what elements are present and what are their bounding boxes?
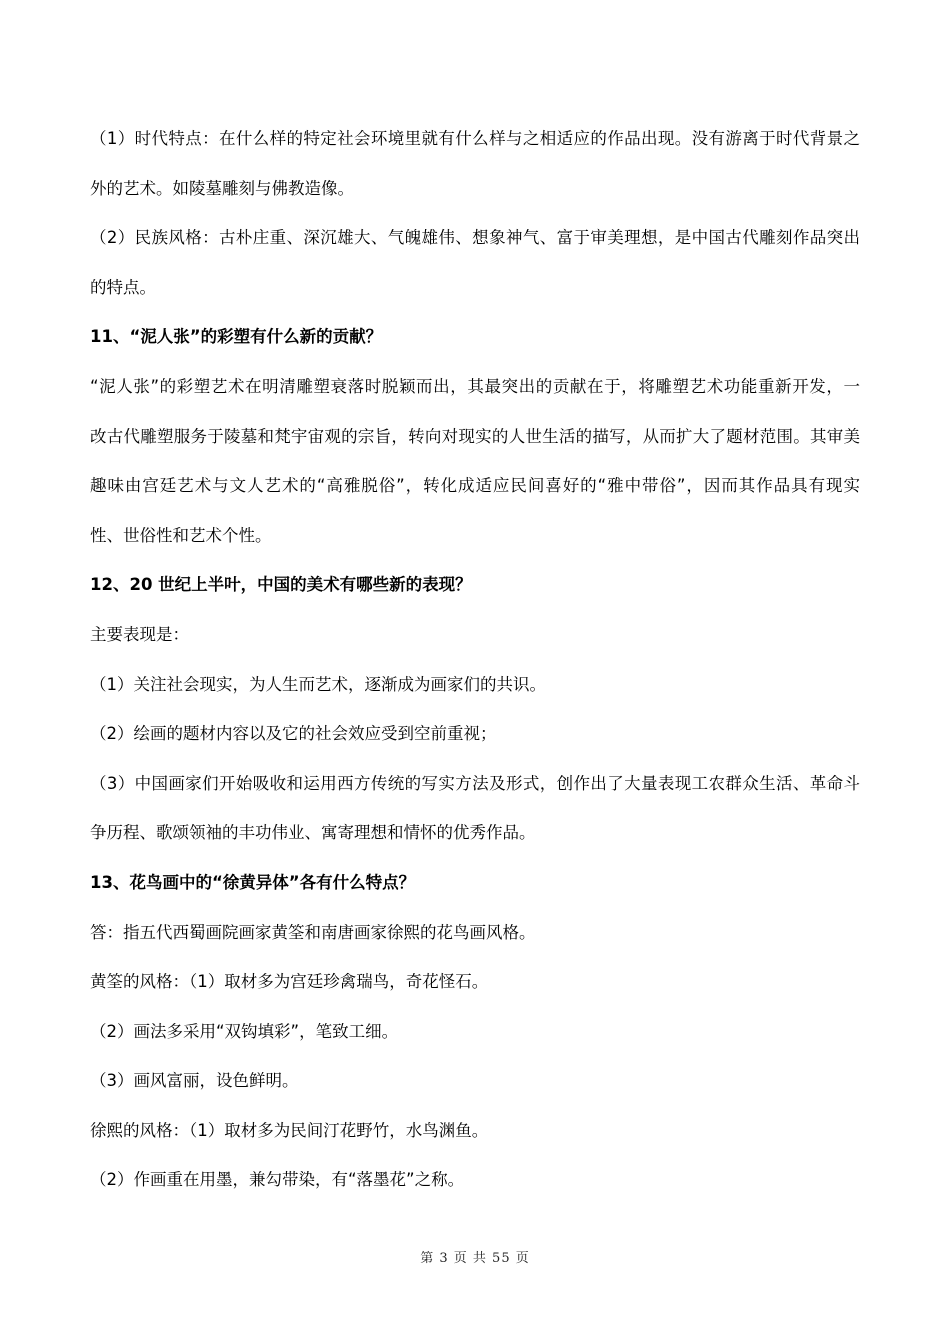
paragraph-line: （3）中国画家们开始吸收和运用西方传统的写实方法及形式，创作出了大量表现工农群众生活、革命斗: [90, 773, 860, 793]
paragraph-line: 性、世俗性和艺术个性。: [90, 525, 272, 545]
paragraph-line: 争历程、歌颂领袖的丰功伟业、寓寄理想和情怀的优秀作品。: [90, 823, 536, 843]
paragraph-line: 黄筌的风格：（1）取材多为宫廷珍禽瑞鸟，奇花怪石。: [90, 972, 489, 992]
paragraph-line: （2）绘画的题材内容以及它的社会效应受到空前重视；: [90, 724, 497, 744]
paragraph-line: （1）时代特点：在什么样的特定社会环境里就有什么样与之相适应的作品出现。没有游离于时代背景之: [90, 129, 860, 148]
paragraph-line: 外的艺术。如陵墓雕刻与佛教造像。: [90, 178, 354, 198]
page-number-footer: 第 3 页 共 55 页: [420, 1251, 530, 1266]
document-body: [90, 114, 860, 1205]
paragraph-line: 主要表现是：: [90, 624, 189, 644]
paragraph-line: （2）画法多采用“双钩填彩”，笔致工细。: [90, 1021, 399, 1041]
paragraph-line: 答：指五代西蜀画院画家黄筌和南唐画家徐熙的花鸟画风格。: [90, 922, 536, 942]
paragraph-line: （2）民族风格：古朴庄重、深沉雄大、气魄雄伟、想象神气、富于审美理想，是中国古代雕刻作品突出: [90, 228, 860, 248]
question-heading: 11、“泥人张”的彩塑有什么新的贡献？: [90, 327, 383, 347]
paragraph-line: （1）关注社会现实，为人生而艺术，逐渐成为画家们的共识。: [90, 674, 546, 694]
paragraph-line: 改古代雕塑服务于陵墓和梵宇宙观的宗旨，转向对现实的人世生活的描写，从而扩大了题材范围。其审美: [90, 426, 860, 446]
paragraph-line: （3）画风富丽，设色鲜明。: [90, 1071, 299, 1091]
paragraph-line: （2）作画重在用墨，兼勾带染，有“落墨花”之称。: [90, 1170, 465, 1190]
paragraph-line: “泥人张”的彩塑艺术在明清雕塑衰落时脱颖而出，其最突出的贡献在于，将雕塑艺术功能重新开发，一: [90, 376, 860, 396]
paragraph-line: 的特点。: [90, 277, 156, 297]
paragraph-line: 徐熙的风格：（1）取材多为民间汀花野竹，水鸟渊鱼。: [90, 1120, 489, 1140]
paragraph-line: 趣味由宫廷艺术与文人艺术的“高雅脱俗”，转化成适应民间喜好的“雅中带俗”，因而其作品具有现实: [90, 476, 860, 496]
question-heading: 13、花鸟画中的“徐黄异体”各有什么特点？: [90, 872, 416, 892]
question-heading: 12、20 世纪上半叶，中国的美术有哪些新的表现？: [90, 575, 472, 595]
